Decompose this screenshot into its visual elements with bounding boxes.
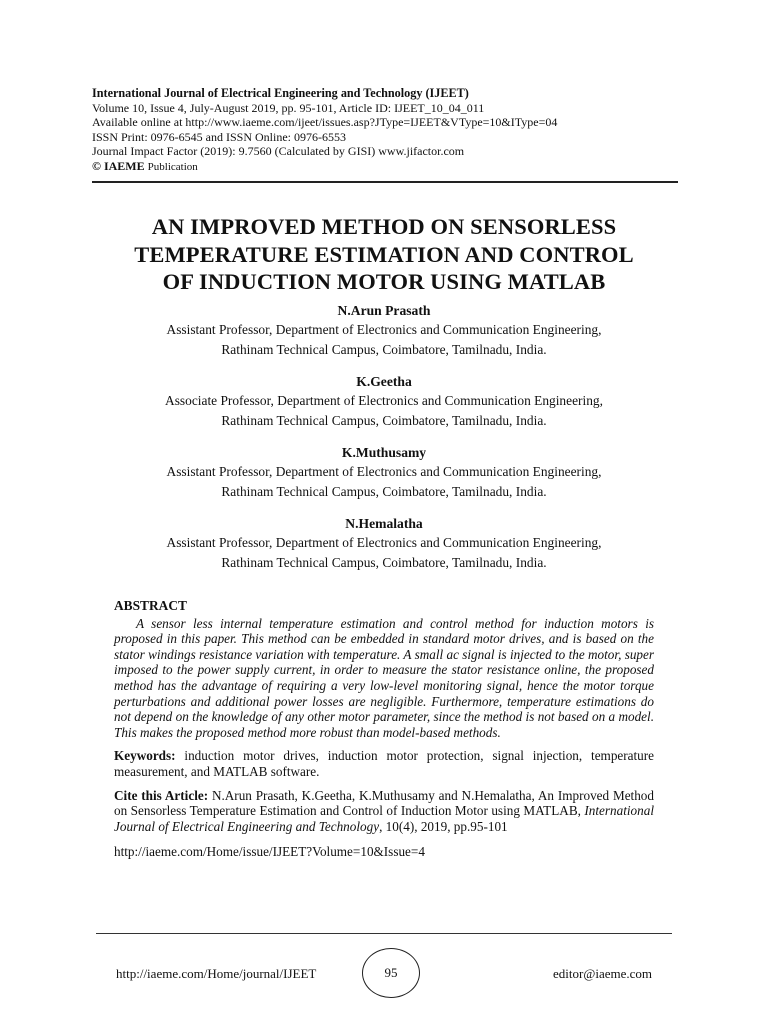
cite-text: N.Arun Prasath, K.Geetha, K.Muthusamy and N.Hemalatha, An Improved Method on Sensorless Temperature Estimation and Control of Induction Motor using MATLAB, [114, 787, 654, 819]
author-name: K.Geetha [356, 374, 412, 389]
author-block [86, 302, 682, 360]
volume-info: Volume 10, Issue 4, July-August 2019, pp. 95-101, Article ID: IJEET_10_04_011 [92, 100, 485, 115]
impact-factor: Journal Impact Factor (2019): 9.7560 (Calculated by GISI) www.jifactor.com [92, 144, 465, 159]
citation [114, 788, 654, 835]
page-number-text: 95 [384, 965, 398, 980]
publisher-word: Publication [147, 160, 198, 173]
author-name: K.Muthusamy [341, 445, 427, 460]
author-name: N.Arun Prasath [337, 303, 431, 318]
author-list [86, 302, 682, 586]
cite-tail: , 10(4), 2019, pp.95-101 [379, 818, 508, 834]
page-number [362, 948, 420, 998]
abstract-heading: ABSTRACT [114, 598, 187, 613]
footer-divider [96, 933, 672, 934]
cite-journal: International Journal of Electrical Engineering and Technology [114, 803, 654, 834]
header-divider [92, 181, 678, 183]
abstract-body: A sensor less internal temperature estimation and control method for induction motors is proposed in this paper. This method can be embedded in standard motor drives, and is based on the stator windings resistance variation with temperature. A small ac signal is injected to the motor, super imposed to the power supply current, in order to measure the stator resistance online, the proposed method has the advantage of requiring a very low-level monitoring signal, hence the motor torque perturbations and additional power losses are negligible. Furthermore, temperature estimations do not depend on the knowledge of any other motor parameter, since the method is not based on a model. This makes the proposed method more robust than model-based methods. [114, 615, 654, 740]
title-line: OF INDUCTION MOTOR USING MATLAB [162, 269, 606, 294]
keywords [114, 748, 654, 779]
issue-link[interactable]: http://iaeme.com/Home/issue/IJEET?Volume=10&Issue=4 [114, 844, 425, 860]
journal-name: International Journal of Electrical Engineering and Technology (IJEET) [92, 86, 469, 100]
author-affiliation: Rathinam Technical Campus, Coimbatore, Tamilnadu, India. [221, 342, 547, 357]
author-block [86, 373, 682, 431]
author-affiliation: Rathinam Technical Campus, Coimbatore, Tamilnadu, India. [221, 555, 547, 570]
paper-content [114, 598, 654, 860]
author-block [86, 515, 682, 573]
author-name: N.Hemalatha [345, 516, 423, 531]
page-footer [116, 958, 656, 998]
footer-email[interactable]: editor@iaeme.com [553, 966, 652, 981]
author-affiliation: Rathinam Technical Campus, Coimbatore, Tamilnadu, India. [221, 484, 547, 499]
keywords-label: Keywords: [114, 748, 176, 764]
available-online: Available online at http://www.iaeme.com/ijeet/issues.asp?JType=IJEET&VType=10&IType=04 [92, 115, 558, 130]
cite-label: Cite this Article: [114, 787, 209, 803]
title-line: AN IMPROVED METHOD ON SENSORLESS [151, 214, 617, 239]
publisher-line [92, 159, 682, 175]
author-affiliation: Associate Professor, Department of Electronics and Communication Engineering, [165, 393, 603, 408]
publisher-mark: © IAEME [92, 158, 145, 173]
paper-title [86, 213, 682, 296]
title-line: TEMPERATURE ESTIMATION AND CONTROL [134, 241, 634, 267]
footer-journal-link[interactable]: http://iaeme.com/Home/journal/IJEET [116, 966, 317, 981]
author-affiliation: Assistant Professor, Department of Electronics and Communication Engineering, [166, 322, 602, 337]
keywords-text: induction motor drives, induction motor protection, signal injection, temperature measurement, and MATLAB software. [114, 748, 655, 779]
issn-info: ISSN Print: 0976-6545 and ISSN Online: 0976-6553 [92, 129, 347, 144]
author-block [86, 444, 682, 502]
author-affiliation: Rathinam Technical Campus, Coimbatore, Tamilnadu, India. [221, 413, 547, 428]
author-affiliation: Assistant Professor, Department of Electronics and Communication Engineering, [166, 464, 602, 479]
journal-header [92, 86, 682, 175]
author-affiliation: Assistant Professor, Department of Electronics and Communication Engineering, [166, 535, 602, 550]
